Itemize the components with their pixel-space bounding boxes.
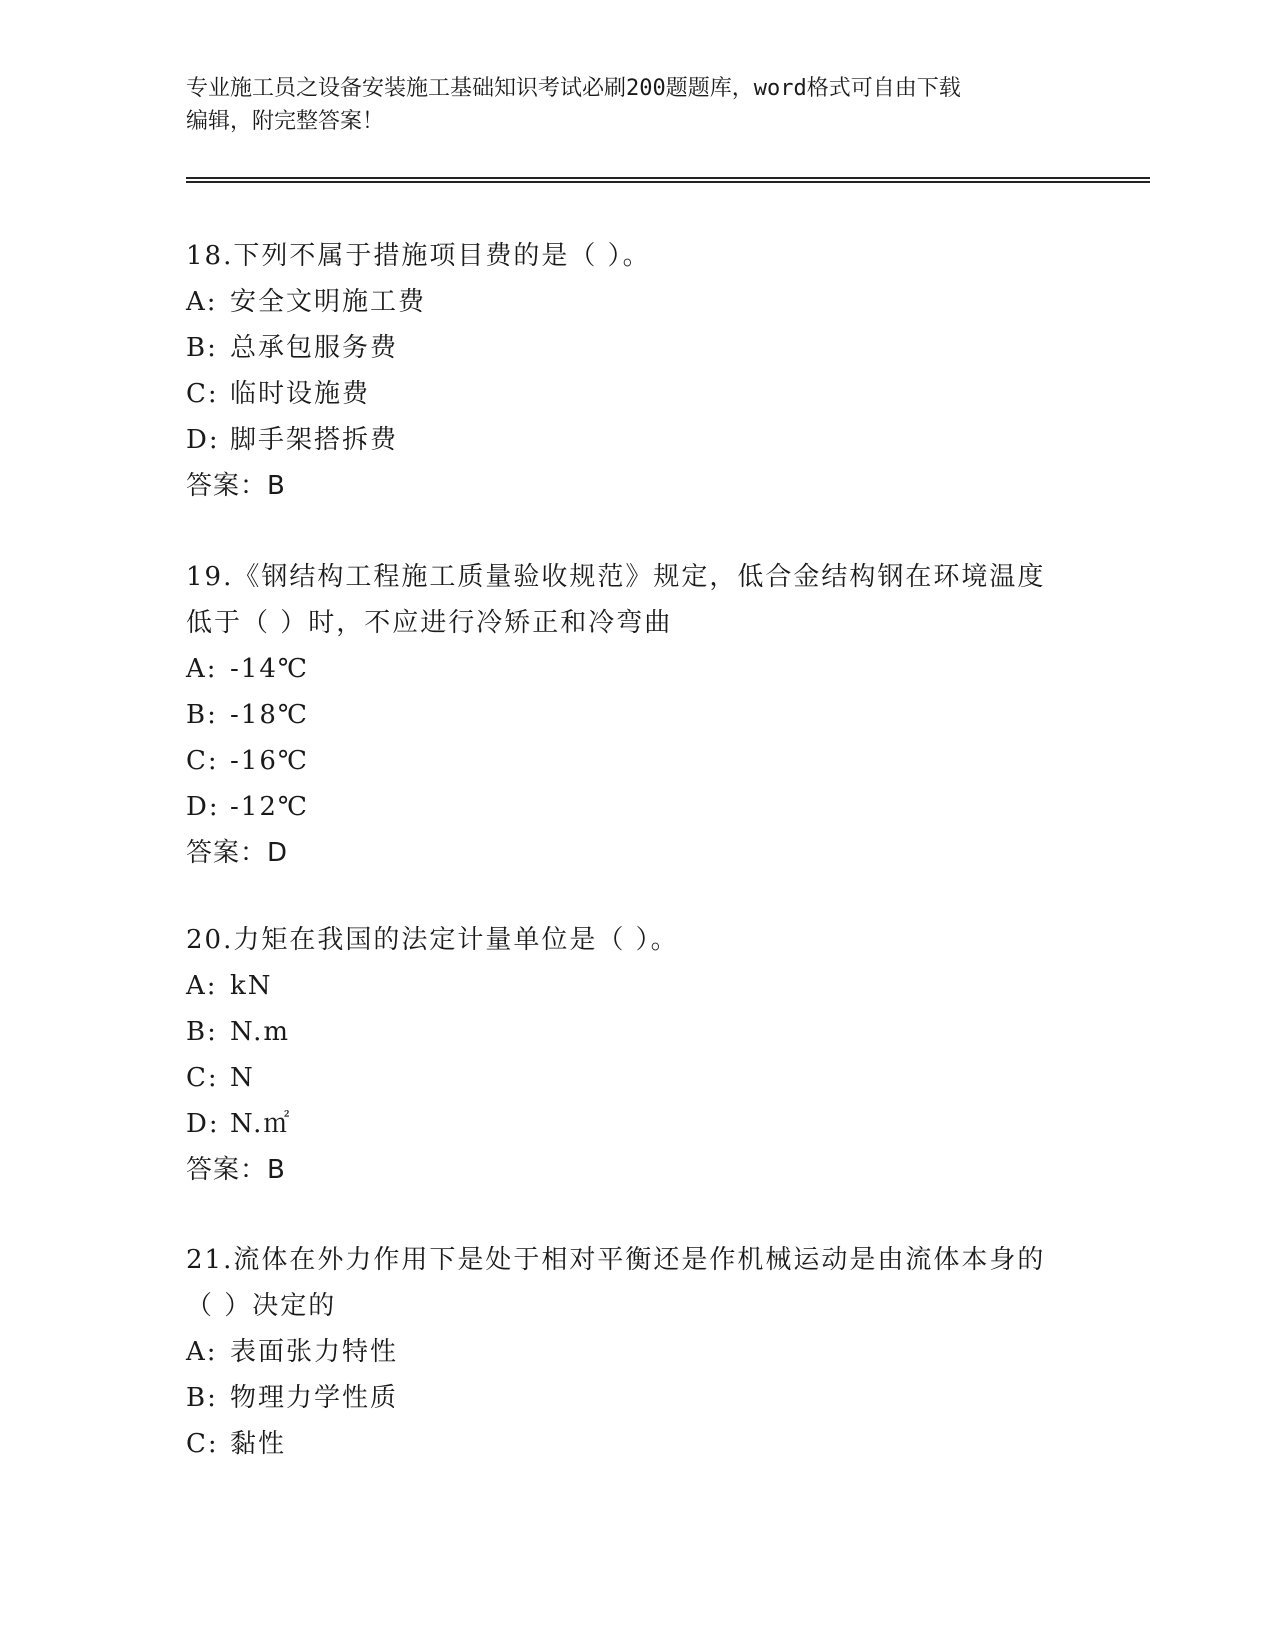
option-letter: C: (186, 1063, 219, 1093)
option-letter: C: (186, 1429, 219, 1459)
question-19 (186, 554, 1086, 876)
question-21 (186, 1237, 1086, 1467)
option-c (186, 1055, 1086, 1101)
option-text: -16℃ (230, 746, 309, 776)
option-d (186, 784, 1086, 830)
question-stem: 18.下列不属于措施项目费的是（ ）。 (186, 241, 651, 271)
option-a (186, 646, 1086, 692)
answer-line: 答案：D (186, 838, 289, 868)
option-d (186, 417, 1086, 463)
option-text: 物理力学性质 (230, 1383, 399, 1413)
option-text: N.㎡ (230, 1109, 292, 1139)
option-text: N (230, 1063, 255, 1093)
option-letter: B: (186, 1017, 218, 1047)
option-a (186, 1329, 1086, 1375)
option-letter: C: (186, 379, 219, 409)
option-text: -14℃ (230, 654, 309, 684)
option-letter: A: (186, 971, 218, 1001)
document-header (186, 72, 1066, 138)
option-b (186, 1375, 1086, 1421)
option-letter: B: (186, 700, 218, 730)
option-letter: D: (186, 792, 220, 822)
question-18 (186, 233, 1086, 509)
option-letter: D: (186, 1109, 220, 1139)
option-letter: A: (186, 1337, 218, 1367)
option-text: 表面张力特性 (230, 1337, 399, 1367)
option-letter: D: (186, 425, 220, 455)
option-text: -12℃ (230, 792, 309, 822)
header-divider-bottom (186, 181, 1150, 183)
option-text: 黏性 (230, 1429, 287, 1459)
option-letter: A: (186, 654, 218, 684)
question-stem-line-1: 21.流体在外力作用下是处于相对平衡还是作机械运动是由流体本身的 (186, 1245, 1046, 1275)
question-stem: 20.力矩在我国的法定计量单位是（ ）。 (186, 925, 679, 955)
option-c (186, 738, 1086, 784)
question-stem-line-2: 低于（ ）时，不应进行冷矫正和冷弯曲 (186, 608, 673, 638)
option-c (186, 371, 1086, 417)
option-c (186, 1421, 1086, 1467)
option-letter: B: (186, 333, 218, 363)
header-title-line-1: 专业施工员之设备安装施工基础知识考试必刷200题题库，word格式可自由下载 (186, 76, 961, 101)
option-text: -18℃ (230, 700, 309, 730)
option-a (186, 279, 1086, 325)
answer-line: 答案：B (186, 471, 286, 501)
option-d (186, 1101, 1086, 1147)
option-text: 总承包服务费 (230, 333, 399, 363)
answer-line: 答案：B (186, 1155, 286, 1185)
header-divider-top (186, 177, 1150, 179)
option-a (186, 963, 1086, 1009)
option-text: kN (230, 971, 273, 1001)
option-letter: A: (186, 287, 218, 317)
option-text: N.m (230, 1017, 291, 1047)
option-text: 脚手架搭拆费 (230, 425, 399, 455)
question-stem-line-1: 19.《钢结构工程施工质量验收规范》规定，低合金结构钢在环境温度 (186, 562, 1046, 592)
header-title-line-2: 编辑，附完整答案！ (186, 109, 385, 134)
option-b (186, 692, 1086, 738)
option-b (186, 325, 1086, 371)
option-b (186, 1009, 1086, 1055)
question-20 (186, 917, 1086, 1193)
option-letter: C: (186, 746, 219, 776)
question-stem-line-2: （ ）决定的 (186, 1291, 337, 1321)
option-text: 临时设施费 (230, 379, 371, 409)
option-text: 安全文明施工费 (230, 287, 427, 317)
option-letter: B: (186, 1383, 218, 1413)
